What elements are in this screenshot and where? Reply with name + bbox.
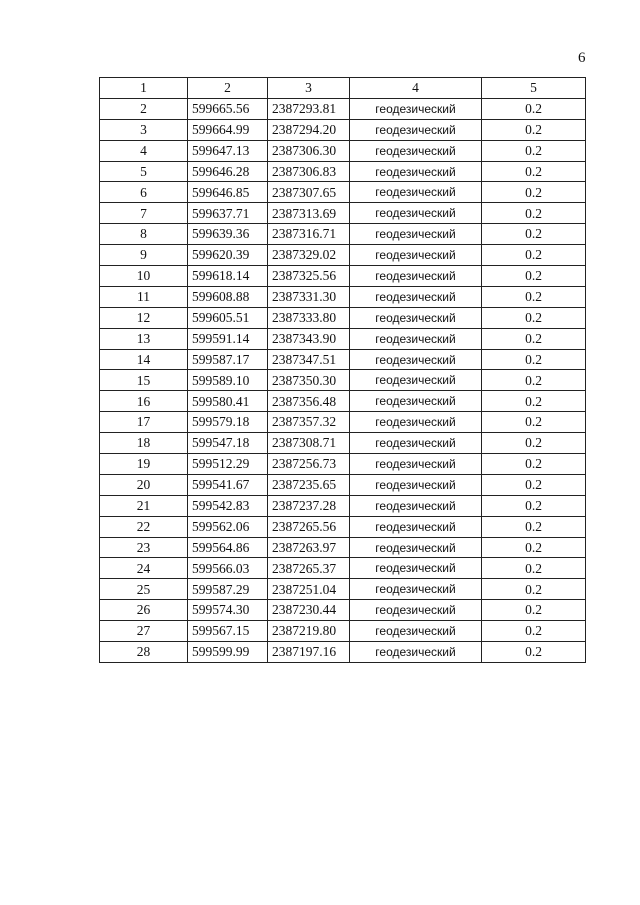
cell-x-coordinate: 599574.30 xyxy=(188,600,268,621)
cell-x-coordinate: 599542.83 xyxy=(188,495,268,516)
cell-point-number: 6 xyxy=(100,182,188,203)
cell-y-coordinate: 2387308.71 xyxy=(268,433,350,454)
cell-point-number: 7 xyxy=(100,203,188,224)
cell-y-coordinate: 2387333.80 xyxy=(268,307,350,328)
cell-x-coordinate: 599605.51 xyxy=(188,307,268,328)
cell-point-number: 20 xyxy=(100,474,188,495)
cell-point-number: 11 xyxy=(100,286,188,307)
cell-y-coordinate: 2387294.20 xyxy=(268,119,350,140)
cell-method: геодезический xyxy=(350,537,482,558)
cell-x-coordinate: 599512.29 xyxy=(188,454,268,475)
cell-method: геодезический xyxy=(350,370,482,391)
cell-x-coordinate: 599547.18 xyxy=(188,433,268,454)
table-row xyxy=(100,391,586,412)
table-row xyxy=(100,454,586,475)
cell-method: геодезический xyxy=(350,558,482,579)
table-row xyxy=(100,119,586,140)
table-row xyxy=(100,558,586,579)
cell-method: геодезический xyxy=(350,182,482,203)
cell-y-coordinate: 2387325.56 xyxy=(268,266,350,287)
cell-point-number: 5 xyxy=(100,161,188,182)
cell-y-coordinate: 2387293.81 xyxy=(268,98,350,119)
cell-y-coordinate: 2387331.30 xyxy=(268,286,350,307)
cell-y-coordinate: 2387265.56 xyxy=(268,516,350,537)
cell-method: геодезический xyxy=(350,349,482,370)
cell-x-coordinate: 599566.03 xyxy=(188,558,268,579)
cell-method: геодезический xyxy=(350,579,482,600)
table-row xyxy=(100,224,586,245)
cell-accuracy: 0.2 xyxy=(482,370,586,391)
table-row xyxy=(100,600,586,621)
cell-y-coordinate: 2387235.65 xyxy=(268,474,350,495)
cell-accuracy: 0.2 xyxy=(482,328,586,349)
cell-y-coordinate: 2387265.37 xyxy=(268,558,350,579)
cell-y-coordinate: 2387237.28 xyxy=(268,495,350,516)
cell-x-coordinate: 599637.71 xyxy=(188,203,268,224)
cell-x-coordinate: 599589.10 xyxy=(188,370,268,391)
cell-method: геодезический xyxy=(350,98,482,119)
table-row xyxy=(100,307,586,328)
cell-accuracy: 0.2 xyxy=(482,140,586,161)
cell-accuracy: 0.2 xyxy=(482,286,586,307)
cell-x-coordinate: 599591.14 xyxy=(188,328,268,349)
cell-y-coordinate: 2387350.30 xyxy=(268,370,350,391)
table-row xyxy=(100,412,586,433)
cell-method: геодезический xyxy=(350,307,482,328)
cell-x-coordinate: 599665.56 xyxy=(188,98,268,119)
cell-y-coordinate: 2387197.16 xyxy=(268,642,350,663)
coordinates-table xyxy=(99,77,586,663)
cell-y-coordinate: 2387343.90 xyxy=(268,328,350,349)
cell-accuracy: 0.2 xyxy=(482,224,586,245)
header-row xyxy=(100,78,586,99)
cell-accuracy: 0.2 xyxy=(482,600,586,621)
cell-point-number: 17 xyxy=(100,412,188,433)
cell-y-coordinate: 2387347.51 xyxy=(268,349,350,370)
cell-accuracy: 0.2 xyxy=(482,558,586,579)
cell-x-coordinate: 599541.67 xyxy=(188,474,268,495)
cell-point-number: 4 xyxy=(100,140,188,161)
cell-x-coordinate: 599646.28 xyxy=(188,161,268,182)
table-row xyxy=(100,245,586,266)
cell-method: геодезический xyxy=(350,161,482,182)
cell-accuracy: 0.2 xyxy=(482,537,586,558)
cell-point-number: 18 xyxy=(100,433,188,454)
table-row xyxy=(100,579,586,600)
cell-method: геодезический xyxy=(350,119,482,140)
cell-point-number: 19 xyxy=(100,454,188,475)
table-row xyxy=(100,98,586,119)
cell-accuracy: 0.2 xyxy=(482,642,586,663)
cell-accuracy: 0.2 xyxy=(482,119,586,140)
cell-method: геодезический xyxy=(350,266,482,287)
cell-method: геодезический xyxy=(350,474,482,495)
cell-accuracy: 0.2 xyxy=(482,98,586,119)
cell-y-coordinate: 2387329.02 xyxy=(268,245,350,266)
table-row xyxy=(100,370,586,391)
cell-x-coordinate: 599567.15 xyxy=(188,621,268,642)
table-row xyxy=(100,328,586,349)
cell-method: геодезический xyxy=(350,245,482,266)
cell-point-number: 22 xyxy=(100,516,188,537)
cell-y-coordinate: 2387219.80 xyxy=(268,621,350,642)
cell-y-coordinate: 2387230.44 xyxy=(268,600,350,621)
cell-method: геодезический xyxy=(350,642,482,663)
cell-point-number: 15 xyxy=(100,370,188,391)
cell-accuracy: 0.2 xyxy=(482,182,586,203)
table-row xyxy=(100,266,586,287)
page-number: 6 xyxy=(578,50,586,66)
cell-x-coordinate: 599647.13 xyxy=(188,140,268,161)
header-cell-point-number: 1 xyxy=(100,78,188,99)
cell-point-number: 13 xyxy=(100,328,188,349)
cell-point-number: 3 xyxy=(100,119,188,140)
cell-method: геодезический xyxy=(350,328,482,349)
cell-x-coordinate: 599562.06 xyxy=(188,516,268,537)
cell-accuracy: 0.2 xyxy=(482,516,586,537)
table-row xyxy=(100,349,586,370)
cell-y-coordinate: 2387307.65 xyxy=(268,182,350,203)
cell-accuracy: 0.2 xyxy=(482,391,586,412)
table-row xyxy=(100,140,586,161)
table-row xyxy=(100,433,586,454)
table-row xyxy=(100,474,586,495)
cell-x-coordinate: 599580.41 xyxy=(188,391,268,412)
cell-accuracy: 0.2 xyxy=(482,474,586,495)
header-cell-method: 4 xyxy=(350,78,482,99)
header-cell-accuracy: 5 xyxy=(482,78,586,99)
cell-accuracy: 0.2 xyxy=(482,495,586,516)
cell-accuracy: 0.2 xyxy=(482,579,586,600)
cell-x-coordinate: 599608.88 xyxy=(188,286,268,307)
cell-method: геодезический xyxy=(350,412,482,433)
cell-x-coordinate: 599599.99 xyxy=(188,642,268,663)
cell-x-coordinate: 599620.39 xyxy=(188,245,268,266)
table-row xyxy=(100,286,586,307)
cell-method: геодезический xyxy=(350,516,482,537)
cell-x-coordinate: 599646.85 xyxy=(188,182,268,203)
cell-x-coordinate: 599587.17 xyxy=(188,349,268,370)
cell-point-number: 9 xyxy=(100,245,188,266)
cell-point-number: 24 xyxy=(100,558,188,579)
cell-y-coordinate: 2387263.97 xyxy=(268,537,350,558)
cell-x-coordinate: 599664.99 xyxy=(188,119,268,140)
cell-point-number: 27 xyxy=(100,621,188,642)
cell-y-coordinate: 2387306.30 xyxy=(268,140,350,161)
cell-accuracy: 0.2 xyxy=(482,433,586,454)
table-row xyxy=(100,182,586,203)
cell-accuracy: 0.2 xyxy=(482,266,586,287)
cell-accuracy: 0.2 xyxy=(482,307,586,328)
cell-accuracy: 0.2 xyxy=(482,412,586,433)
cell-method: геодезический xyxy=(350,433,482,454)
cell-point-number: 12 xyxy=(100,307,188,328)
cell-x-coordinate: 599579.18 xyxy=(188,412,268,433)
cell-x-coordinate: 599618.14 xyxy=(188,266,268,287)
cell-method: геодезический xyxy=(350,286,482,307)
cell-point-number: 8 xyxy=(100,224,188,245)
table-row xyxy=(100,161,586,182)
table-row xyxy=(100,516,586,537)
table-row xyxy=(100,621,586,642)
cell-accuracy: 0.2 xyxy=(482,454,586,475)
table-header xyxy=(100,78,586,99)
cell-method: геодезический xyxy=(350,224,482,245)
cell-x-coordinate: 599639.36 xyxy=(188,224,268,245)
table-row xyxy=(100,537,586,558)
cell-accuracy: 0.2 xyxy=(482,161,586,182)
cell-y-coordinate: 2387357.32 xyxy=(268,412,350,433)
cell-y-coordinate: 2387251.04 xyxy=(268,579,350,600)
cell-y-coordinate: 2387316.71 xyxy=(268,224,350,245)
cell-y-coordinate: 2387256.73 xyxy=(268,454,350,475)
header-cell-y: 3 xyxy=(268,78,350,99)
cell-point-number: 10 xyxy=(100,266,188,287)
header-cell-x: 2 xyxy=(188,78,268,99)
cell-point-number: 23 xyxy=(100,537,188,558)
cell-point-number: 14 xyxy=(100,349,188,370)
table-body xyxy=(100,98,586,662)
cell-accuracy: 0.2 xyxy=(482,203,586,224)
cell-method: геодезический xyxy=(350,203,482,224)
cell-y-coordinate: 2387313.69 xyxy=(268,203,350,224)
cell-method: геодезический xyxy=(350,495,482,516)
cell-y-coordinate: 2387306.83 xyxy=(268,161,350,182)
cell-y-coordinate: 2387356.48 xyxy=(268,391,350,412)
cell-method: геодезический xyxy=(350,140,482,161)
cell-point-number: 26 xyxy=(100,600,188,621)
cell-accuracy: 0.2 xyxy=(482,349,586,370)
cell-point-number: 28 xyxy=(100,642,188,663)
cell-method: геодезический xyxy=(350,454,482,475)
cell-method: геодезический xyxy=(350,600,482,621)
table-row xyxy=(100,642,586,663)
cell-accuracy: 0.2 xyxy=(482,245,586,266)
table-row xyxy=(100,495,586,516)
cell-method: геодезический xyxy=(350,621,482,642)
cell-x-coordinate: 599564.86 xyxy=(188,537,268,558)
cell-x-coordinate: 599587.29 xyxy=(188,579,268,600)
cell-accuracy: 0.2 xyxy=(482,621,586,642)
cell-point-number: 16 xyxy=(100,391,188,412)
table-row xyxy=(100,203,586,224)
cell-method: геодезический xyxy=(350,391,482,412)
cell-point-number: 21 xyxy=(100,495,188,516)
cell-point-number: 25 xyxy=(100,579,188,600)
cell-point-number: 2 xyxy=(100,98,188,119)
